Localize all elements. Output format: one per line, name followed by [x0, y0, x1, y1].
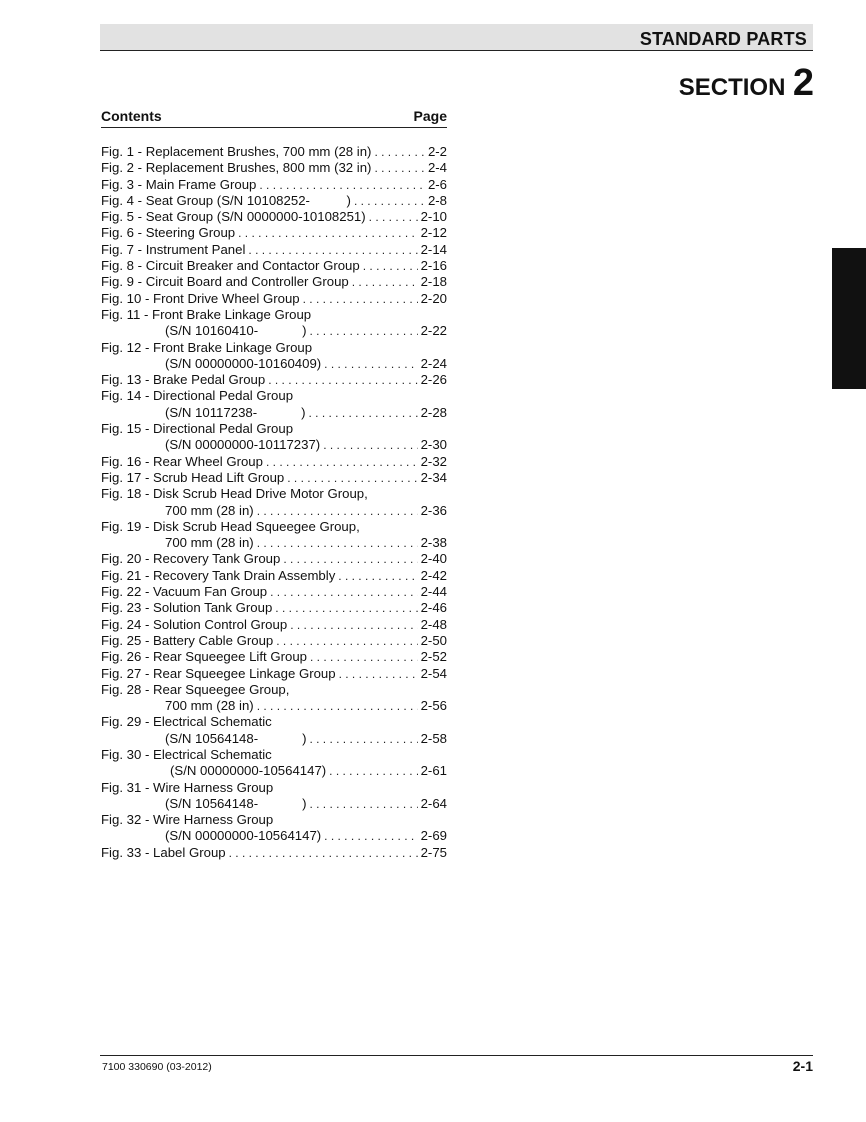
toc-entry: [101, 323, 447, 339]
toc-entry-title: Fig. 3 - Main Frame Group: [101, 176, 257, 192]
dot-leader: [329, 763, 417, 779]
toc-entry: [101, 437, 447, 453]
toc-entry: [101, 486, 447, 502]
toc-entry-page: 2-6: [427, 176, 447, 192]
dot-leader: [324, 828, 417, 844]
toc-entry-title: Fig. 13 - Brake Pedal Group: [101, 372, 266, 388]
toc-entry-title: Fig. 16 - Rear Wheel Group: [101, 453, 263, 469]
dot-leader: [309, 731, 417, 747]
toc-entry-title: 700 mm (28 in): [165, 502, 254, 518]
dot-leader: [354, 193, 425, 209]
toc-entry-page: 2-58: [420, 730, 447, 746]
toc-entry-title: (S/N 00000000-10160409): [165, 355, 322, 371]
toc-entry-page: 2-32: [420, 453, 447, 469]
toc-entry: [101, 633, 447, 649]
toc-entry: [101, 421, 447, 437]
toc-entry: [101, 307, 447, 323]
toc-entry-title: Fig. 30 - Electrical Schematic: [101, 746, 272, 762]
toc-entry: [101, 812, 447, 828]
toc-entry-page: 2-44: [420, 584, 447, 600]
toc-entry: [101, 682, 447, 698]
toc-entry-title: Fig. 32 - Wire Harness Group: [101, 812, 274, 828]
toc-entry: [101, 796, 447, 812]
toc-entry: [101, 454, 447, 470]
dot-leader: [283, 551, 417, 567]
toc-entry: [101, 356, 447, 372]
toc-entry-title: Fig. 8 - Circuit Breaker and Contactor Group: [101, 258, 360, 274]
toc-entry-title: (S/N 10160410- ): [165, 323, 307, 339]
toc-entry-page: 2-36: [420, 502, 447, 518]
toc-entry-page: 2-4: [427, 160, 447, 176]
section-heading: [679, 62, 814, 105]
toc-entry-title: Fig. 12 - Front Brake Linkage Group: [101, 339, 313, 355]
toc-entry-title: (S/N 00000000-10564147): [170, 763, 327, 779]
toc-entry: [101, 666, 447, 682]
toc-entry: [101, 780, 447, 796]
toc-entry-title: Fig. 23 - Solution Tank Group: [101, 600, 273, 616]
toc-entry-title: Fig. 24 - Solution Control Group: [101, 616, 288, 632]
toc-entry-page: 2-69: [420, 828, 447, 844]
toc-entry-page: 2-48: [420, 616, 447, 632]
toc-entry-title: Fig. 1 - Replacement Brushes, 700 mm (28 in): [101, 144, 372, 159]
dot-leader: [309, 796, 417, 812]
toc-entry: [101, 291, 447, 307]
dot-leader: [229, 845, 418, 861]
toc-entry: [101, 845, 447, 861]
section-word: SECTION: [678, 74, 786, 101]
toc-entry-page: 2-8: [427, 192, 447, 208]
toc-entry: [101, 584, 447, 600]
toc-entry-title: Fig. 17 - Scrub Head Lift Group: [101, 469, 285, 485]
toc-entry-page: 2-46: [420, 600, 447, 616]
dot-leader: [275, 600, 417, 616]
header-title: STANDARD PARTS: [639, 29, 807, 49]
dot-leader: [270, 584, 417, 600]
contents-header: [101, 108, 447, 128]
section-number: 2: [792, 62, 814, 104]
toc-entry-page: 2-34: [420, 469, 447, 485]
footer-rule: [100, 1055, 813, 1056]
dot-leader: [248, 242, 417, 258]
toc-entry-title: 700 mm (28 in): [165, 698, 254, 714]
dot-leader: [374, 144, 424, 160]
toc-entry-title: Fig. 5 - Seat Group (S/N 0000000-10108251): [101, 209, 366, 225]
toc-entry-page: 2-38: [420, 535, 447, 551]
toc-entry-page: 2-2: [427, 144, 447, 159]
toc-entry-title: Fig. 7 - Instrument Panel: [101, 241, 246, 257]
toc-entry-page: 2-75: [420, 844, 447, 860]
toc-entry-title: Fig. 22 - Vacuum Fan Group: [101, 584, 268, 600]
toc-entry-page: 2-18: [420, 274, 447, 290]
toc-entry-title: 700 mm (28 in): [165, 535, 254, 551]
dot-leader: [339, 666, 418, 682]
dot-leader: [308, 405, 417, 421]
toc-entry-title: Fig. 29 - Electrical Schematic: [101, 714, 272, 730]
toc-entry-title: Fig. 33 - Label Group: [101, 844, 226, 860]
dot-leader: [238, 225, 417, 241]
page-heading: Page: [413, 108, 447, 124]
toc-entry-title: Fig. 18 - Disk Scrub Head Drive Motor Group,: [101, 486, 368, 502]
toc-entry-page: 2-52: [420, 649, 447, 665]
dot-leader: [338, 568, 417, 584]
toc-entry-title: Fig. 10 - Front Drive Wheel Group: [101, 290, 300, 306]
toc-entry-page: 2-50: [420, 632, 447, 648]
dot-leader: [303, 291, 418, 307]
dot-leader: [290, 617, 417, 633]
toc-entry-title: Fig. 27 - Rear Squeegee Linkage Group: [101, 665, 336, 681]
toc-entry: [101, 144, 447, 160]
toc-entry: [101, 714, 447, 730]
toc-entry: [101, 225, 447, 241]
dot-leader: [324, 356, 417, 372]
dot-leader: [323, 437, 417, 453]
toc-entry-title: (S/N 10564148- ): [165, 730, 307, 746]
toc-entry-title: (S/N 00000000-10117237): [165, 437, 321, 453]
toc-entry: [101, 209, 447, 225]
toc-entry: [101, 274, 447, 290]
toc-list: [101, 144, 447, 861]
toc-entry: [101, 731, 447, 747]
toc-entry: [101, 160, 447, 176]
toc-entry-page: 2-54: [420, 665, 447, 681]
toc-entry: [101, 177, 447, 193]
toc-entry-page: 2-28: [420, 404, 447, 420]
toc-entry: [101, 405, 447, 421]
toc-entry-page: 2-10: [420, 209, 447, 225]
dot-leader: [369, 209, 418, 225]
toc-entry-title: (S/N 10117238- ): [165, 404, 306, 420]
footer-doc-number: 7100 330690 (03-2012): [102, 1061, 212, 1073]
toc-entry: [101, 340, 447, 356]
toc-entry-title: Fig. 14 - Directional Pedal Group: [101, 388, 294, 404]
toc-entry-title: (S/N 00000000-10564147): [165, 828, 322, 844]
toc-entry: [101, 388, 447, 404]
contents-heading: Contents: [101, 108, 162, 124]
header-band: [100, 24, 813, 51]
toc-entry: [101, 242, 447, 258]
toc-entry: [101, 617, 447, 633]
toc-entry: [101, 535, 447, 551]
toc-entry: [101, 258, 447, 274]
toc-entry-page: 2-40: [420, 551, 447, 567]
toc-entry-page: 2-42: [420, 567, 447, 583]
dot-leader: [287, 470, 417, 486]
toc-entry: [101, 193, 447, 209]
toc-entry-title: Fig. 31 - Wire Harness Group: [101, 779, 274, 795]
toc-entry-title: Fig. 20 - Recovery Tank Group: [101, 551, 281, 567]
dot-leader: [257, 698, 418, 714]
toc-entry-title: Fig. 9 - Circuit Board and Controller Group: [101, 274, 349, 290]
toc-entry-page: 2-61: [420, 763, 447, 779]
toc-entry: [101, 568, 447, 584]
toc-entry-title: Fig. 11 - Front Brake Linkage Group: [101, 306, 312, 322]
dot-leader: [310, 649, 418, 665]
toc-entry: [101, 600, 447, 616]
toc-entry-title: (S/N 10564148- ): [165, 795, 307, 811]
toc-entry-page: 2-12: [420, 225, 447, 241]
dot-leader: [374, 160, 424, 176]
toc-entry-page: 2-26: [420, 372, 447, 388]
toc-entry-title: Fig. 26 - Rear Squeegee Lift Group: [101, 649, 307, 665]
dot-leader: [257, 503, 418, 519]
toc-entry-page: 2-30: [420, 437, 447, 453]
dot-leader: [266, 454, 418, 470]
dot-leader: [257, 535, 418, 551]
toc-entry: [101, 763, 447, 779]
toc-entry-page: 2-14: [420, 241, 447, 257]
toc-entry-title: Fig. 25 - Battery Cable Group: [101, 632, 274, 648]
toc-entry-title: Fig. 6 - Steering Group: [101, 225, 236, 241]
toc-entry-title: Fig. 4 - Seat Group (S/N 10108252- ): [101, 192, 351, 208]
toc-entry-title: Fig. 21 - Recovery Tank Drain Assembly: [101, 567, 336, 583]
toc-entry-page: 2-20: [420, 290, 447, 306]
dot-leader: [363, 258, 418, 274]
dot-leader: [259, 177, 425, 193]
table-of-contents: [101, 108, 447, 861]
toc-entry-page: 2-22: [420, 323, 447, 339]
toc-entry: [101, 372, 447, 388]
toc-entry: [101, 698, 447, 714]
toc-entry-page: 2-24: [420, 355, 447, 371]
toc-entry: [101, 470, 447, 486]
toc-entry-title: Fig. 15 - Directional Pedal Group: [101, 421, 294, 437]
toc-entry-page: 2-56: [420, 698, 447, 714]
toc-entry: [101, 551, 447, 567]
dot-leader: [276, 633, 417, 649]
toc-entry-page: 2-16: [420, 258, 447, 274]
toc-entry-page: 2-64: [420, 795, 447, 811]
section-tab-marker: [832, 248, 866, 389]
dot-leader: [352, 274, 418, 290]
dot-leader: [268, 372, 417, 388]
toc-entry-title: Fig. 2 - Replacement Brushes, 800 mm (32 in): [101, 160, 372, 176]
toc-entry: [101, 649, 447, 665]
dot-leader: [309, 323, 417, 339]
toc-entry: [101, 747, 447, 763]
toc-entry-title: Fig. 19 - Disk Scrub Head Squeegee Group,: [101, 518, 360, 534]
toc-entry: [101, 519, 447, 535]
toc-entry: [101, 503, 447, 519]
toc-entry-title: Fig. 28 - Rear Squeegee Group,: [101, 681, 290, 697]
footer-page-number: 2-1: [792, 1058, 813, 1074]
toc-entry: [101, 828, 447, 844]
